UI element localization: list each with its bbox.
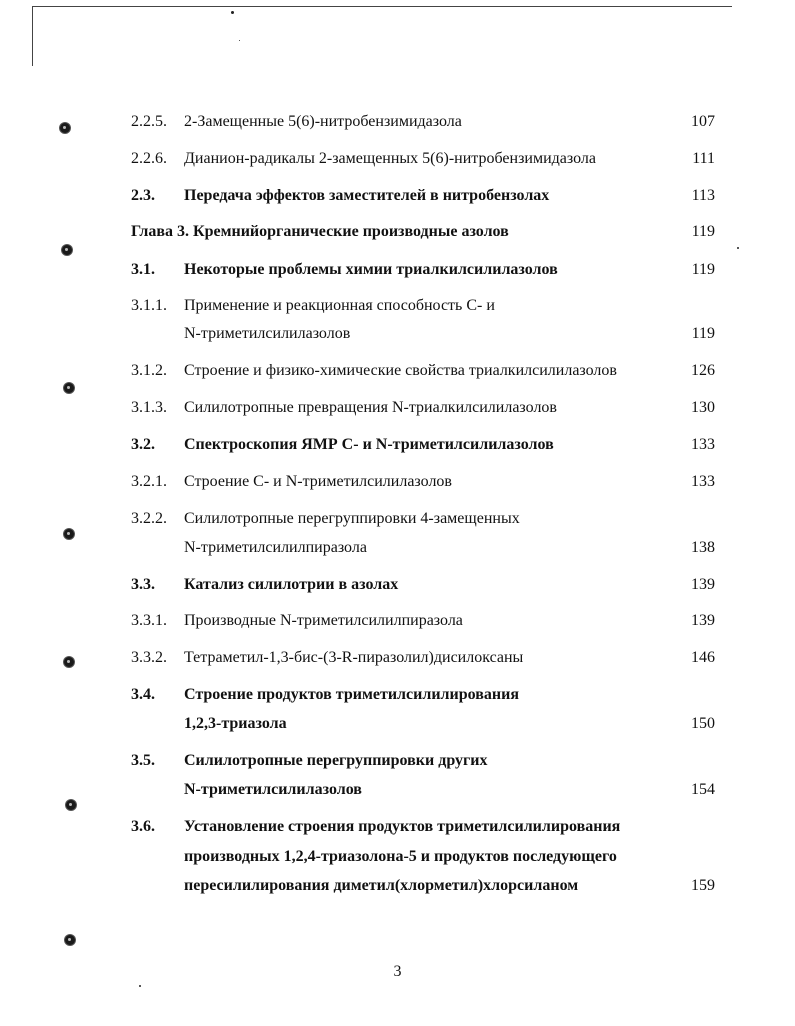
toc-entry-page: 119 xyxy=(691,261,715,278)
toc-entry xyxy=(0,845,795,869)
binder-hole-icon xyxy=(64,383,74,393)
toc-entry-page: 130 xyxy=(691,399,715,416)
toc-entry-page: 150 xyxy=(691,715,715,732)
toc-entry-number: 3.4. xyxy=(131,686,155,703)
toc-entry-title: Спектроскопия ЯМР С- и N-триметилсилилазолов xyxy=(184,436,554,453)
toc-entry-page: 138 xyxy=(691,539,715,556)
toc-entry xyxy=(0,184,795,208)
toc-entry-title: Передача эффектов заместителей в нитробензолах xyxy=(184,187,550,204)
toc-entry-title: Строение продуктов триметилсилилирования xyxy=(184,686,519,703)
toc-entry-number: 3.2.2. xyxy=(131,510,167,527)
toc-entry xyxy=(0,646,795,670)
toc-entry-number: 3.3.1. xyxy=(131,612,167,629)
toc-entry-page: 126 xyxy=(691,362,715,379)
toc-entry-number: 2.2.5. xyxy=(131,113,167,130)
toc-entry-title: Производные N-триметилсилилпиразола xyxy=(184,612,463,629)
scan-speck xyxy=(231,11,234,14)
toc-entry-page: 107 xyxy=(691,113,715,130)
toc-entry-title: пересилилирования диметил(хлорметил)хлорсиланом xyxy=(184,877,579,894)
toc-entry-number: 3.1.3. xyxy=(131,399,167,416)
toc-entry xyxy=(0,322,795,346)
toc-entry xyxy=(0,110,795,134)
toc-entry-title: Силилотропные превращения N-триалкилсилилазолов xyxy=(184,399,557,416)
toc-entry xyxy=(0,874,795,898)
toc-entry-number: 3.5. xyxy=(131,752,155,769)
toc-entry xyxy=(0,220,795,244)
toc-entry xyxy=(0,258,795,282)
toc-entry-title: производных 1,2,4-триазолона-5 и продуктов последующего xyxy=(184,848,617,865)
toc-entry-page: 139 xyxy=(691,576,715,593)
toc-entry-number: 3.6. xyxy=(131,818,155,835)
toc-entry xyxy=(0,573,795,597)
binder-hole-icon xyxy=(62,245,72,255)
toc-entry xyxy=(0,433,795,457)
toc-entry-page: 119 xyxy=(691,223,715,240)
toc-entry xyxy=(0,778,795,802)
toc-entry-number: 2.2.6. xyxy=(131,150,167,167)
toc-entry xyxy=(0,749,795,773)
toc-entry xyxy=(0,683,795,707)
page-frame-top-edge xyxy=(32,6,732,7)
scan-speck xyxy=(737,247,739,249)
toc-entry-title: 2-Замещенные 5(6)-нитробензимидазола xyxy=(184,113,462,130)
toc-entry xyxy=(0,359,795,383)
toc-entry-page: 113 xyxy=(691,187,715,204)
scan-speck xyxy=(139,985,141,987)
toc-entry-number: 3.3.2. xyxy=(131,649,167,666)
toc-entry-number: 3.1. xyxy=(131,261,155,278)
toc-entry-title: Дианион-радикалы 2-замещенных 5(6)-нитробензимидазола xyxy=(184,150,596,167)
toc-entry-title: N-триметилсилилазолов xyxy=(184,781,362,798)
toc-entry xyxy=(0,396,795,420)
toc-entry xyxy=(0,609,795,633)
toc-entry-number: 3.2.1. xyxy=(131,473,167,490)
toc-entry-title: Силилотропные перегруппировки 4-замещенных xyxy=(184,510,520,527)
toc-entry xyxy=(0,470,795,494)
toc-entry-number: 3.3. xyxy=(131,576,155,593)
page-frame-left-edge xyxy=(32,6,33,66)
binder-hole-icon xyxy=(65,935,75,945)
toc-entry-page: 111 xyxy=(692,150,715,167)
toc-entry xyxy=(0,536,795,560)
toc-entry-page: 133 xyxy=(691,473,715,490)
toc-entry-page: 119 xyxy=(691,325,715,342)
toc-entry xyxy=(0,294,795,318)
toc-entry-title: Тетраметил-1,3-бис-(3-R-пиразолил)дисилоксаны xyxy=(184,649,524,666)
toc-entry-title: N-триметилсилилазолов xyxy=(184,325,351,342)
toc-entry-number: 3.1.2. xyxy=(131,362,167,379)
toc-entry xyxy=(0,712,795,736)
toc-entry-page: 139 xyxy=(691,612,715,629)
toc-entry xyxy=(0,147,795,171)
toc-entry-title: N-триметилсилилпиразола xyxy=(184,539,367,556)
toc-entry-title: Установление строения продуктов триметилсилилирования xyxy=(184,818,621,835)
toc-entry-page: 159 xyxy=(691,877,715,894)
toc-entry-title: Строение С- и N-триметилсилилазолов xyxy=(184,473,452,490)
toc-entry-title: Катализ силилотрии в азолах xyxy=(184,576,399,593)
toc-entry-page: 133 xyxy=(691,436,715,453)
toc-entry-number: 3.1.1. xyxy=(131,297,167,314)
toc-entry-title: Применение и реакционная способность С- и xyxy=(184,297,495,314)
toc-entry-number: 2.3. xyxy=(131,187,155,204)
toc-entry-title: Глава 3. Кремнийорганические производные азолов xyxy=(131,223,509,240)
scan-speck xyxy=(239,40,240,41)
toc-entry-title: 1,2,3-триазола xyxy=(184,715,287,732)
toc-entry-title: Силилотропные перегруппировки других xyxy=(184,752,488,769)
toc-entry-number: 3.2. xyxy=(131,436,155,453)
toc-entry-title: Строение и физико-химические свойства триалкилсилилазолов xyxy=(184,362,617,379)
toc-entry-title: Некоторые проблемы химии триалкилсилилазолов xyxy=(184,261,558,278)
toc-entry xyxy=(0,815,795,839)
toc-entry-page: 146 xyxy=(691,649,715,666)
toc-entry xyxy=(0,507,795,531)
page-number: 3 xyxy=(393,963,402,980)
toc-entry-page: 154 xyxy=(691,781,715,798)
